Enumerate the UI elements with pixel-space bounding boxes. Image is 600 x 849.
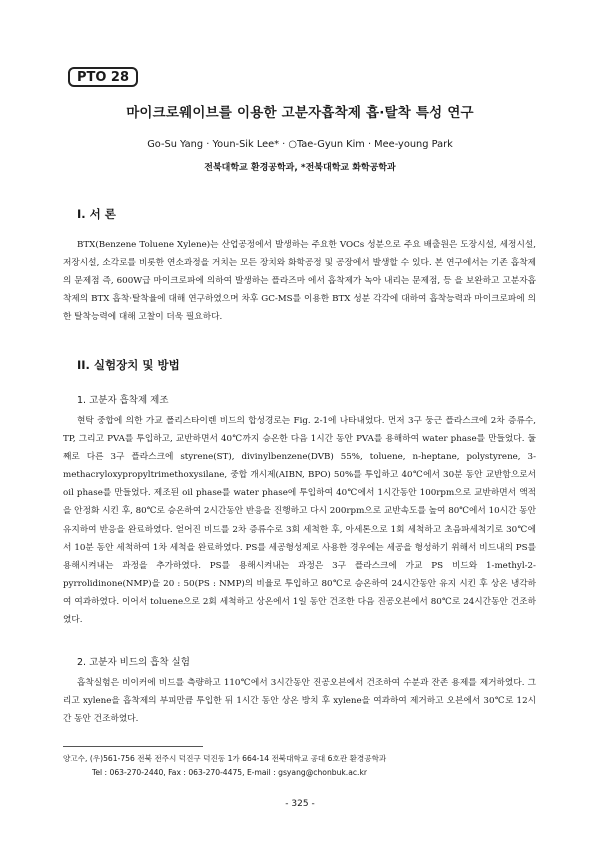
section-heading-intro: I. 서 론 — [77, 207, 116, 221]
page-number: - 325 - — [285, 799, 315, 809]
paper-title: 마이크로웨이브를 이용한 고분자흡착제 흡·탈착 특성 연구 — [126, 105, 474, 121]
adsorbent-prep-paragraph: 현탁 중합에 의한 가교 폴리스타이렌 비드의 합성경로는 Fig. 2-1에 나타내었다. 먼저 3구 둥근 플라스크에 2차 증류수, TP, 그리고 PVA를 투입하고, 교반하면서 40℃까지 승온한 다음 1시간 동안 PVA를 용해하여 water phase를 만들었다. 둘째로 다른 3구 플라스크에 styrene(ST), divinylbenzene(DVB) 55%, toluene, n-heptane, polystyrene, 3-methacryloxypropyltrimethoxysilane, 중합 개시제(AIBN, BPO) 50%를 투입하고 40℃에서 30분 동안 교반함으로서 oil phase를 만들었다. 제조된 oil phase를 water phase에 투입하여 40℃에서 1시간동안 100rpm으로 교반하면서 액적을 안정화 시킨 후, 80℃로 승온하여 2시간동안 반응을 진행하고 다시 200rpm으로 교반속도를 높여 80℃에서 10시간 동안 유지하여 반응을 완료하였다. 얻어진 비드를 2차 증류수로 3회 세척한 후, 아세톤으로 1회 세척하고 초음파세척기로 30℃에서 10분 동안 세척하여 1차 세척을 완료하였다. PS를 세공형성제로 사용한 경우에는 세공을 형성하기 위해서 비드내의 PS를 용해시켜내는 과정을 추가하였다. PS를 용해시켜내는 과정은 3구 플라스크에 가교 PS 비드와 1-methyl-2-pyrrolidinone(NMP)을 20 : 50(PS : NMP)의 비율로 투입하고 80℃로 승온하여 24시간동안 유지 시킨 후 상온 냉각하여 여과하였다. 이어서 toluene으로 2회 세척하고 상온에서 1일 동안 건조한 다음 진공오븐에서 80℃로 24시간동안 건조하였다. — [63, 416, 536, 626]
footnote-address: 양고수, (우)561-756 전북 전주시 덕진구 덕진동 1가 664-14 전북대학교 공대 6호관 환경공학과 — [63, 754, 387, 763]
affiliation: 전북대학교 환경공학과, *전북대학교 화학공학과 — [204, 163, 396, 173]
section-heading-methods: II. 실험장치 및 방법 — [77, 358, 180, 372]
session-badge: PTO 28 — [68, 67, 138, 87]
intro-paragraph: BTX(Benzene Toluene Xylene)는 산업공정에서 발생하는 주요한 VOCs 성분으로 주요 배출원은 도장시설, 세정시설, 저장시설, 소각로를 비롯한 연소과정을 거치는 모든 장치와 화학공정 및 공장에서 발생할 수 있다. 본 연구에서는 기존 흡착제의 문제점 즉, 600W급 마이크로파에 의하여 발생하는 플라즈마 에서 흡착제가 녹아 내리는 문제점, 등 을 보완하고 고분자흡착제의 BTX 흡착·탈착율에 대해 연구하였으며 차후 GC-MS를 이용한 BTX 성분 각각에 대하여 흡착능력과 마이크로파에 의한 탈착능력에 대해 고찰이 더욱 필요하다. — [63, 240, 536, 323]
adsorption-test-paragraph: 흡착실험은 비이커에 비드를 측량하고 110℃에서 3시간동안 진공오븐에서 건조하여 수분과 잔존 용제를 제거하였다. 그리고 xylene을 흡착제의 부피만큼 투입한 뒤 1시간 동안 상온 방치 후 xylene을 여과하여 제거하고 오븐에서 30℃로 12시간 동안 건조하였다. — [63, 678, 536, 725]
subsection-heading-adsorption-test: 2. 고분자 비드의 흡착 실험 — [77, 657, 190, 668]
author-list: Go-Su Yang · Youn-Sik Lee* · ○Tae-Gyun Kim · Mee-young Park — [147, 139, 453, 150]
footnote-contact: Tel : 063-270-2440, Fax : 063-270-4475, E-mail : gsyang@chonbuk.ac.kr — [92, 768, 367, 777]
subsection-heading-adsorbent-prep: 1. 고분자 흡착제 제조 — [77, 395, 169, 406]
footnote-divider — [63, 746, 203, 747]
